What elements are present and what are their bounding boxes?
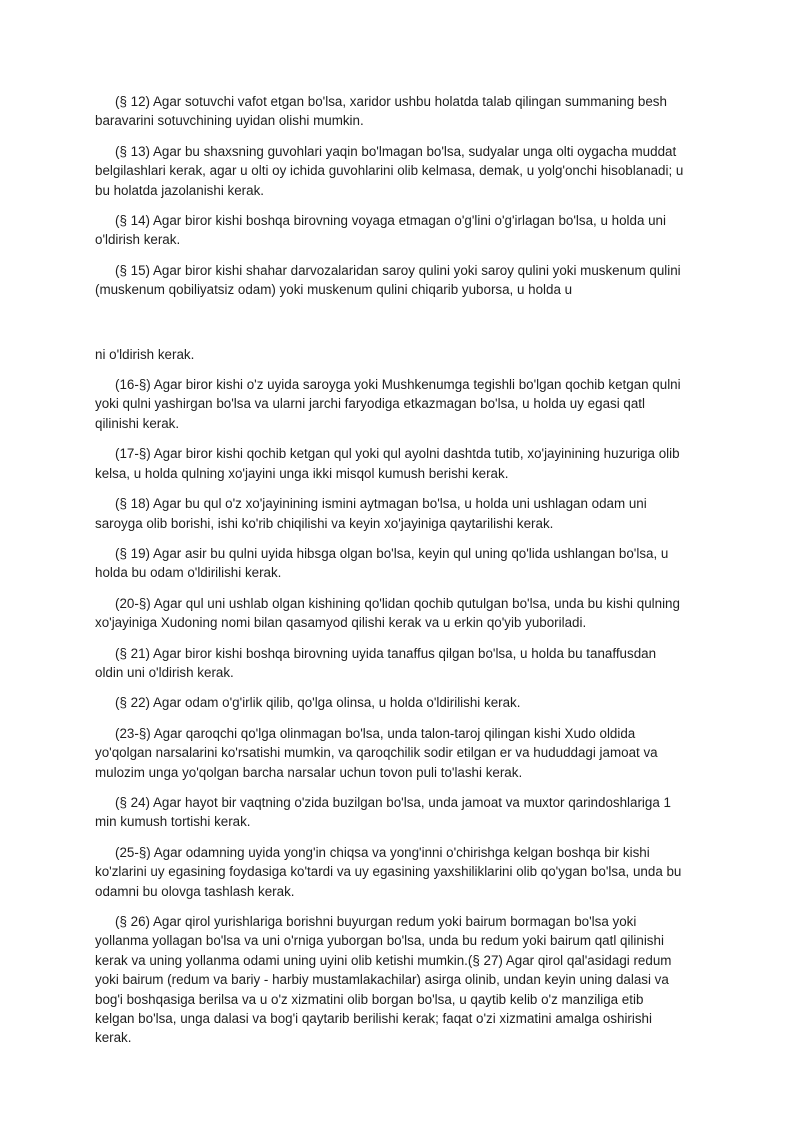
paragraph-23: (23-§) Agar qaroqchi qo'lga olinmagan bo'lsa, unda talon-taroj qilingan kishi Xudo oldida yo'qolgan narsalarini ko'rsatishi mumkin, va qaroqchilik sodir etilgan er va hududdagi jamoat va mulozim unga yo'qolgan barcha narsalar uchun tovon puli to'lashi kerak. [95, 725, 658, 780]
page-break-gap [95, 311, 685, 345]
paragraph-24: (§ 24) Agar hayot bir vaqtning o'zida buzilgan bo'lsa, unda jamoat va muxtor qarindoshlariga 1 min kumush tortishi kerak. [95, 794, 671, 830]
paragraph-16: (16-§) Agar biror kishi o'z uyida saroyga yoki Mushkenumga tegishli bo'lgan qochib ketgan qulni yoki qulni yashirgan bo'lsa va ularni jarchi faryodiga etkazmagan bo'lsa, u holda uy egasi qatl qilinishi kerak. [95, 377, 681, 431]
paragraph-13: (§ 13) Agar bu shaxsning guvohlari yaqin bo'lmagan bo'lsa, sudyalar unga olti oygacha muddat belgilashlari kerak, agar u olti oy ichida guvohlarini olib kelmasa, demak, u yolg'onchi hisoblanadi; u bu holatda jazolanishi kerak. [95, 143, 684, 198]
paragraph-12: (§ 12) Agar sotuvchi vafot etgan bo'lsa, xaridor ushbu holatda talab qilingan summaning besh baravarini sotuvchining uyidan olishi mumkin. [95, 94, 667, 129]
paragraph-20: (20-§) Agar qul uni ushlab olgan kishining qo'lidan qochib qutulgan bo'lsa, unda bu kishi qulning xo'jayiniga Xudoning nomi bilan qasamyod qilishi kerak va u erkin qo'yib yuboriladi. [95, 595, 680, 631]
paragraph-15: (§ 15) Agar biror kishi shahar darvozalaridan saroy qulini yoki saroy qulini yoki muskenum qulini (muskenum qobiliyatsiz odam) yoki muskenum qulini chiqarib yuborsa, u holda u [95, 262, 681, 298]
paragraph-15-continuation: ni o'ldirish kerak. [95, 346, 195, 362]
paragraph-25: (25-§) Agar odamning uyida yong'in chiqsa va yong'inni o'chirishga kelgan boshqa bir kishi ko'zlarini uy egasining foydasiga ko'tardi va uy egasining yaxshiliklarini olib qo'ygan bo'lsa, unda bu odamni bu olovga tashlash kerak. [95, 844, 682, 899]
paragraph-18: (§ 18) Agar bu qul o'z xo'jayinining ismini aytmagan bo'lsa, u holda uni ushlagan odam uni saroyga olib borishi, ishi ko'rib chiqilishi va keyin xo'jayiniga qaytarilishi kerak. [95, 496, 647, 531]
paragraph-19: (§ 19) Agar asir bu qulni uyida hibsga olgan bo'lsa, keyin qul uning qo'lida ushlangan bo'lsa, u holda bu odam o'ldirilishi kerak. [95, 545, 669, 581]
document-body [95, 92, 685, 1059]
paragraph-21: (§ 21) Agar biror kishi boshqa birovning uyida tanaffus qilgan bo'lsa, u holda bu tanaffusdan oldin uni o'ldirish kerak. [95, 645, 657, 680]
paragraph-26-27: (§ 26) Agar qirol yurishlariga borishni buyurgan redum yoki bairum bormagan bo'lsa yoki yollanma yollagan bo'lsa va uni o'rniga yuborgan bo'lsa, unda bu redum yoki bairum qatl qilinishi kerak va uning yollanma odami uning uyini olib ketishi mumkin.(§ 27) Agar qirol qal'asidagi redum yoki bairum (redum va bariy - harbiy mustamlakachilar) asirga olinib, undan keyin uning dalasi va bog'i boshqasiga berilsa va u o'z xizmatini olib borgan bo'lsa, u qaytib kelib o'z manziliga etib kelgan bo'lsa, unga dalasi va bog'i qaytarib berilishi kerak; faqat o'zi xizmatini amalga oshirishi kerak. [95, 914, 672, 1046]
paragraph-14: (§ 14) Agar biror kishi boshqa birovning voyaga etmagan o'g'lini o'g'irlagan bo'lsa, u holda uni o'ldirish kerak. [95, 213, 666, 248]
paragraph-17: (17-§) Agar biror kishi qochib ketgan qul yoki qul ayolni dashtda tutib, xo'jayinining huzuriga olib kelsa, u holda qulning xo'jayini unga ikki misqol kumush berishi kerak. [95, 446, 680, 481]
paragraph-22: (§ 22) Agar odam o'g'irlik qilib, qo'lga olinsa, u holda o'ldirilishi kerak. [115, 695, 521, 711]
